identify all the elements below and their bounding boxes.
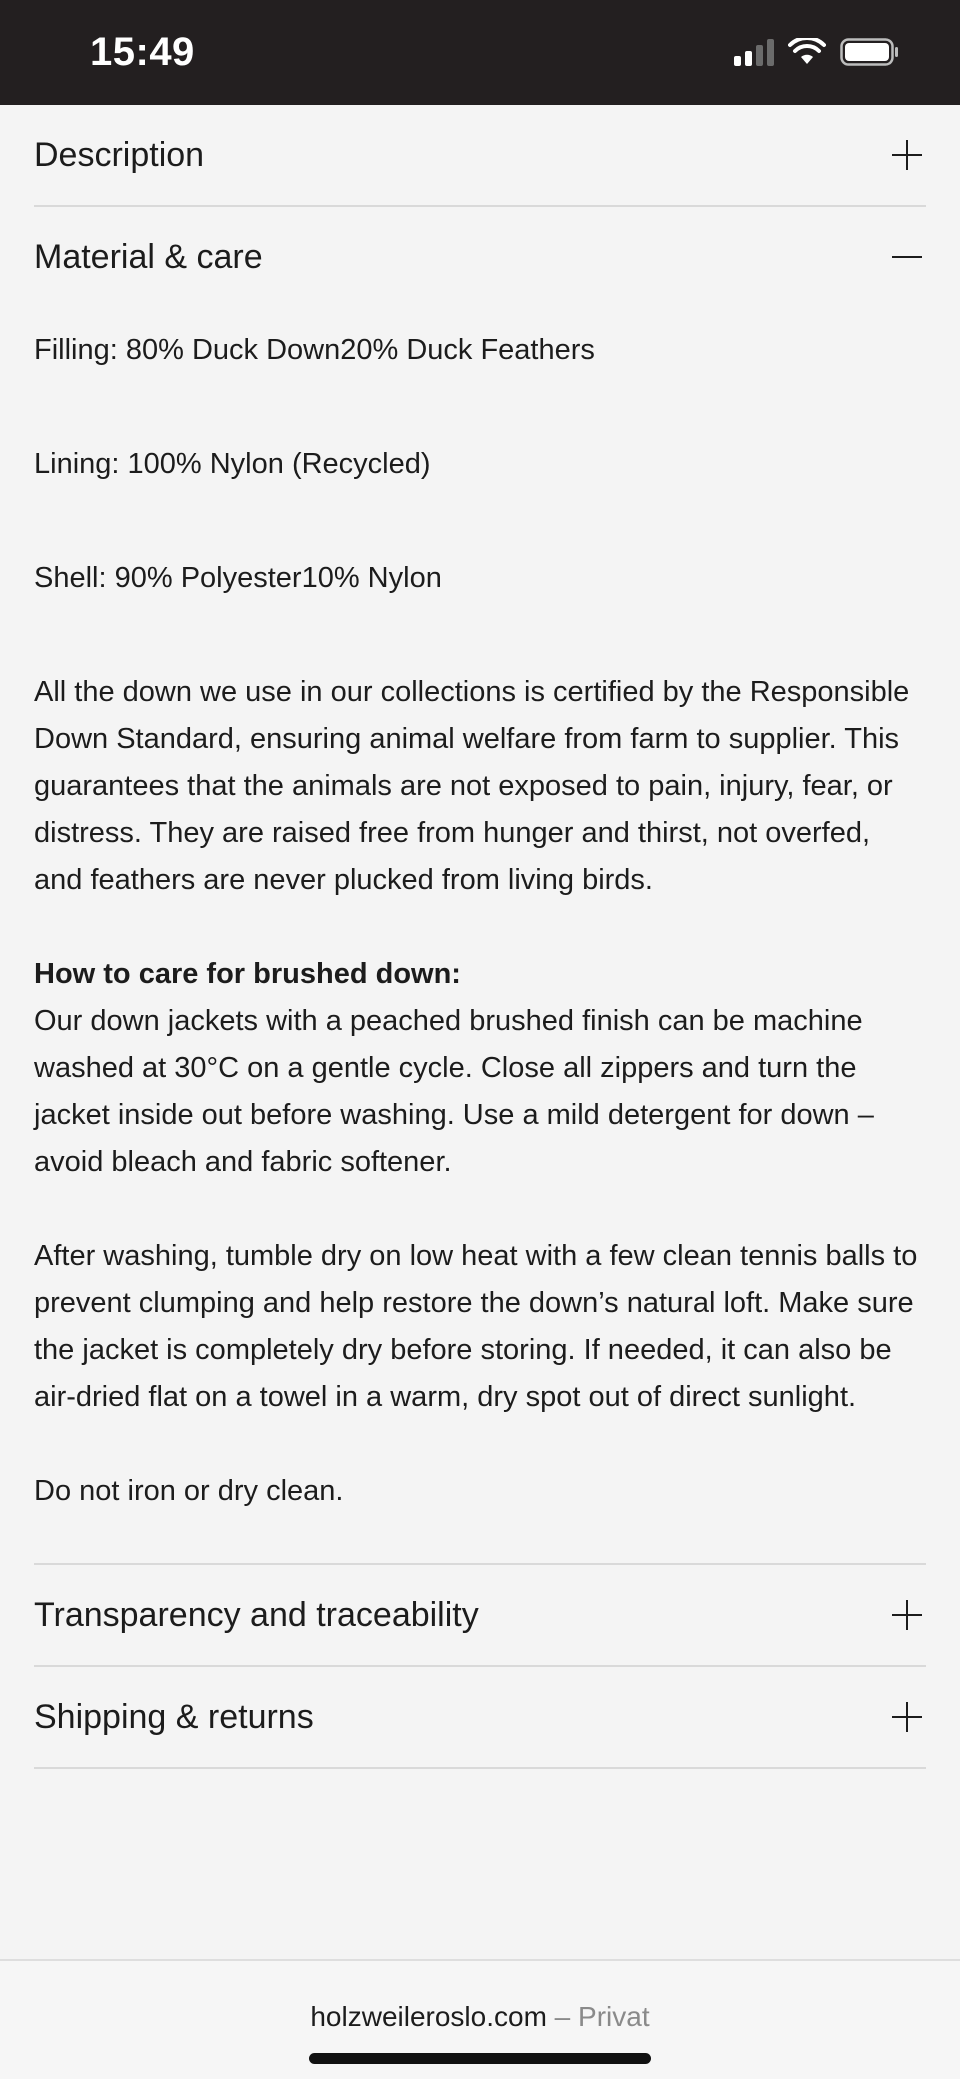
product-info-accordion bbox=[34, 105, 926, 1769]
address-domain: holzweileroslo.com bbox=[310, 2001, 547, 2032]
address-bar[interactable] bbox=[0, 2001, 960, 2033]
accordion-description[interactable] bbox=[34, 105, 926, 207]
cellular-signal-icon bbox=[734, 38, 774, 66]
accordion-transparency[interactable] bbox=[34, 1565, 926, 1667]
material-care-panel bbox=[34, 307, 926, 1565]
wifi-icon bbox=[788, 38, 826, 66]
browser-bottom-bar bbox=[0, 1959, 960, 2079]
shell-text: Shell: 90% Polyester10% Nylon bbox=[34, 562, 442, 594]
iron-note-text: Do not iron or dry clean. bbox=[34, 1475, 344, 1507]
accordion-transparency-title: Transparency and traceability bbox=[34, 1595, 479, 1634]
accordion-material-care[interactable] bbox=[34, 207, 926, 307]
accordion-shipping-title: Shipping & returns bbox=[34, 1697, 314, 1736]
status-bar bbox=[0, 0, 960, 105]
care-instructions-text: Our down jackets with a peached brushed finish can be machine washed at 30°C on a gentle cycle. Close all zippers and turn the jacket inside out before washing. Use a mild detergent for down – avoid bleach and fabric softener. bbox=[34, 1005, 874, 1178]
lining-text: Lining: 100% Nylon (Recycled) bbox=[34, 448, 431, 480]
accordion-shipping[interactable] bbox=[34, 1667, 926, 1769]
status-icons bbox=[734, 38, 900, 66]
accordion-description-title: Description bbox=[34, 135, 205, 174]
accordion-material-care-title: Material & care bbox=[34, 237, 263, 276]
status-time: 15:49 bbox=[90, 30, 195, 74]
care-heading: How to care for brushed down: bbox=[34, 958, 461, 990]
drying-instructions-text: After washing, tumble dry on low heat with a few clean tennis balls to prevent clumping and help restore the down’s natural loft. Make sure the jacket is completely dry before storing. If needed, it can also be air-dried flat on a towel in a warm, dry spot out of direct sunlight. bbox=[34, 1240, 918, 1413]
down-certification-text: All the down we use in our collections is certified by the Responsible Down Standard, ensuring animal welfare from farm to supplier. This guarantees that the animals are not exposed to pain, injury, fear, or distress. They are raised free from hunger and thirst, not overfed, and feathers are never plucked from living birds. bbox=[34, 676, 910, 896]
address-separator: – bbox=[546, 2001, 579, 2032]
private-mode-label: Privat bbox=[578, 2001, 650, 2032]
plus-icon[interactable] bbox=[892, 1600, 922, 1630]
home-indicator[interactable] bbox=[309, 2053, 651, 2064]
battery-icon bbox=[840, 38, 900, 66]
minus-icon[interactable] bbox=[892, 242, 922, 272]
plus-icon[interactable] bbox=[892, 1702, 922, 1732]
plus-icon[interactable] bbox=[892, 140, 922, 170]
filling-text: Filling: 80% Duck Down20% Duck Feathers bbox=[34, 334, 595, 366]
